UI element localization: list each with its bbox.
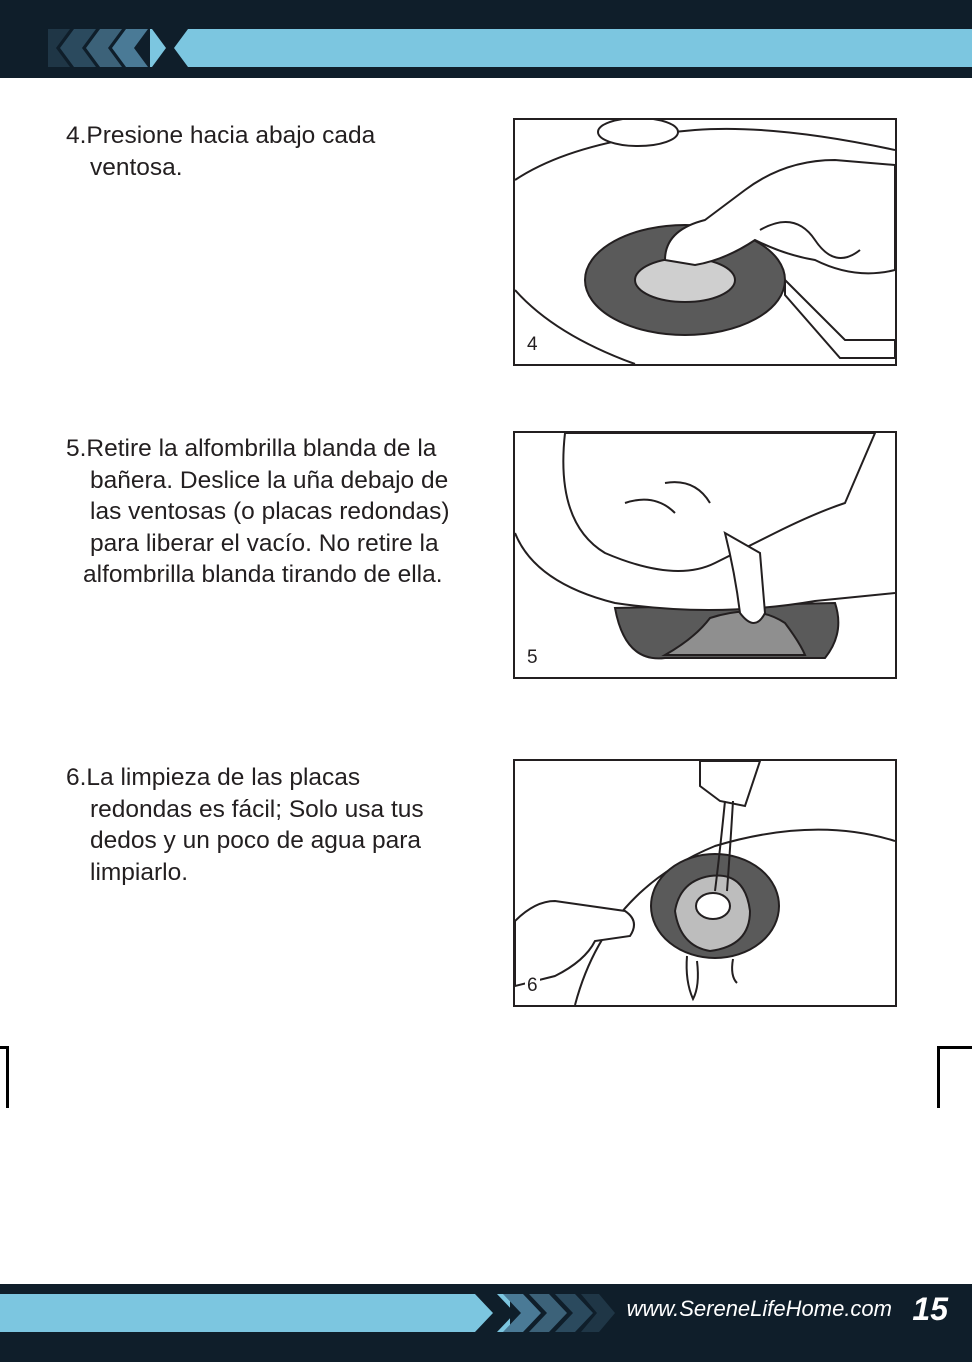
step-6-text [66, 762, 424, 888]
step-5-text [66, 433, 450, 591]
footer-chevrons-icon [475, 1294, 615, 1332]
step-line: dedos y un poco de agua para [90, 827, 422, 854]
step-line: ventosa. [90, 153, 183, 181]
step-4-text [66, 120, 375, 183]
crop-mark-left-vertical [6, 1046, 9, 1108]
step-line: alfombrilla blanda tirando de ella. [83, 561, 443, 588]
crop-mark-right-vertical [937, 1046, 940, 1108]
step-line: 5.Retire la alfombrilla blanda de la [66, 435, 437, 462]
figure-6 [513, 759, 897, 1007]
figure-4 [513, 118, 897, 366]
header-chevrons-icon [48, 29, 188, 67]
step-line: para liberar el vacío. No retire la [90, 529, 439, 557]
header-accent-stripe [150, 29, 972, 67]
remove-mat-illustration [515, 433, 895, 677]
step-line: 6.La limpieza de las placas [66, 764, 361, 791]
figure-label: 6 [527, 975, 538, 996]
figure-5 [513, 431, 897, 679]
figure-label: 4 [527, 334, 538, 355]
step-line: 4.Presione hacia abajo cada [66, 122, 376, 149]
step-line: limpiarlo. [90, 858, 189, 886]
crop-mark-right [937, 1046, 972, 1049]
footer-accent-stripe [0, 1294, 510, 1332]
figure-label: 5 [527, 647, 538, 668]
step-line: bañera. Deslice la uña debajo de [90, 466, 449, 494]
step-line: las ventosas (o placas redondas) [90, 498, 450, 525]
website-url: www.SereneLifeHome.com [626, 1296, 892, 1321]
step-line: redondas es fácil; Solo usa tus [90, 795, 424, 823]
page-number: 15 [912, 1291, 948, 1327]
press-suction-cup-illustration [515, 120, 895, 364]
clean-suction-cup-illustration [515, 761, 895, 1005]
